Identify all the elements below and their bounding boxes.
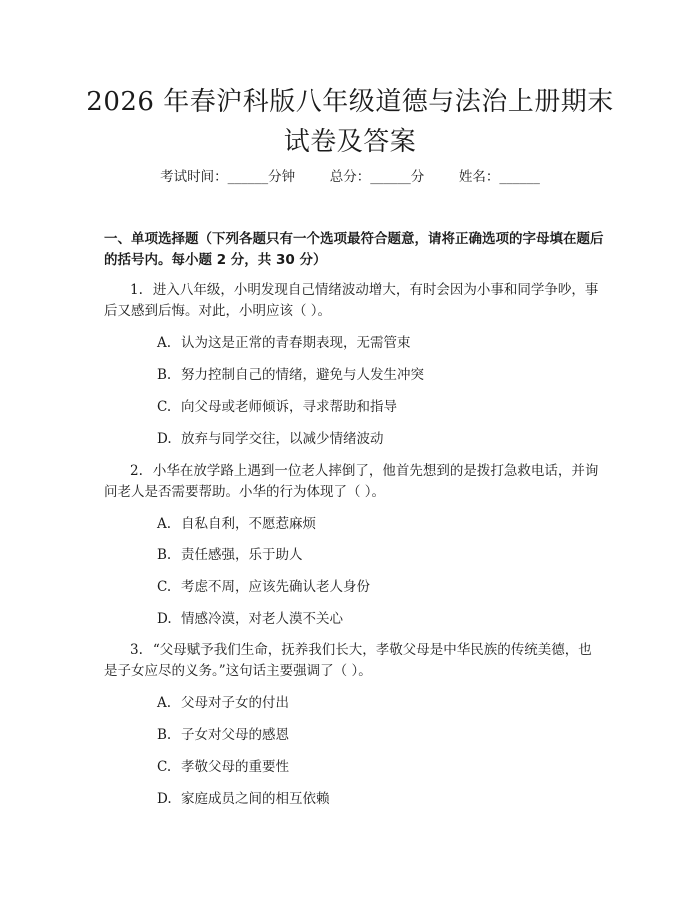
option-letter: D. [157, 791, 172, 807]
question-number: 1. [130, 282, 143, 298]
option-a [157, 693, 597, 713]
question-text: 小华在放学路上遇到一位老人摔倒了，他首先想到的是拨打急救电话，并询问老人是否需要帮助。小华的行为体现了（ ）。 [104, 463, 599, 500]
option-c [157, 397, 597, 417]
question-number: 3. [130, 642, 143, 658]
exam-info-line [100, 166, 600, 188]
option-c [157, 577, 597, 597]
question-1 [104, 280, 604, 322]
option-letter: D. [157, 611, 172, 627]
option-c [157, 757, 597, 777]
option-text: 责任感强，乐于助人 [181, 547, 303, 563]
option-text: 自私自利，不愿惹麻烦 [181, 516, 316, 532]
option-text: 子女对父母的感恩 [181, 727, 289, 743]
time-unit: 分钟 [268, 169, 296, 185]
name-label: 姓名： [458, 169, 500, 185]
option-d [157, 429, 597, 449]
option-letter: A. [157, 695, 172, 711]
option-a [157, 514, 597, 534]
option-letter: A. [157, 516, 172, 532]
question-3 [104, 640, 604, 682]
option-text: 孝敬父母的重要性 [181, 759, 289, 775]
option-letter: A. [157, 335, 172, 351]
option-letter: C. [157, 399, 172, 415]
time-blank: ______ [227, 169, 269, 185]
option-text: 情感冷漠，对老人漠不关心 [181, 611, 343, 627]
option-b [157, 545, 597, 565]
option-letter: B. [157, 727, 172, 743]
question-text: 进入八年级，小明发现自己情绪波动增大，有时会因为小事和同学争吵，事后又感到后悔。对此，小明应该（ ）。 [104, 282, 599, 319]
question-number: 2. [130, 463, 143, 479]
option-b [157, 365, 597, 385]
option-text: 考虑不周，应该先确认老人身份 [181, 579, 370, 595]
option-b [157, 725, 597, 745]
option-letter: B. [157, 547, 172, 563]
option-text: 认为这是正常的青春期表现，无需管束 [181, 335, 411, 351]
name-blank: ______ [499, 169, 540, 185]
option-d [157, 789, 597, 809]
option-a [157, 333, 597, 353]
option-text: 向父母或老师倾诉，寻求帮助和指导 [181, 399, 397, 415]
option-letter: C. [157, 579, 172, 595]
section-heading: 一、单项选择题（下列各题只有一个选项最符合题意，请将正确选项的字母填在题后的括号内。每小题 2 分，共 30 分） [104, 231, 604, 268]
option-text: 努力控制自己的情绪，避免与人发生冲突 [181, 367, 424, 383]
score-blank: ______ [370, 169, 411, 185]
option-text: 父母对子女的付出 [181, 695, 289, 711]
option-letter: B. [157, 367, 172, 383]
option-text: 放弃与同学交往，以减少情绪波动 [181, 431, 384, 447]
option-letter: D. [157, 431, 172, 447]
document-title: 2026 年春沪科版八年级道德与法治上册期末试卷及答案 [86, 87, 614, 157]
option-d [157, 609, 597, 629]
question-2 [104, 461, 604, 503]
option-letter: C. [157, 759, 172, 775]
time-label: 考试时间： [160, 169, 228, 185]
option-text: 家庭成员之间的相互依赖 [181, 791, 330, 807]
score-unit: 分 [410, 169, 425, 185]
question-text: “父母赋予我们生命，抚养我们长大，孝敬父母是中华民族的传统美德，也是子女应尽的义务。”这句话主要强调了（ ）。 [104, 642, 592, 679]
score-label: 总分： [329, 169, 371, 185]
